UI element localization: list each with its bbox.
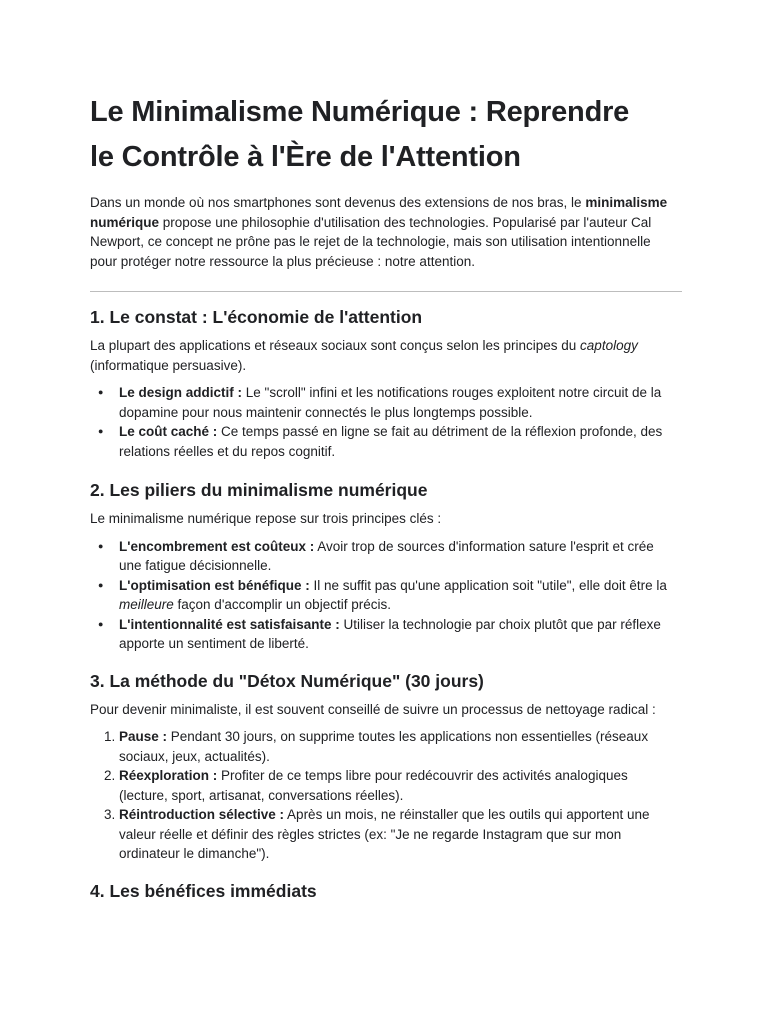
section-2-list	[90, 537, 678, 654]
section-3-list	[90, 727, 678, 864]
section-3-heading: 3. La méthode du "Détox Numérique" (30 jours)	[90, 670, 484, 691]
list-item: 1. Pause : Pendant 30 jours, on supprime toutes les applications non essentielles (réseaux sociaux, jeux, actualités).	[119, 727, 678, 766]
title-line-1: Le Minimalisme Numérique : Reprendre	[90, 96, 630, 128]
section-4-heading: 4. Les bénéfices immédiats	[90, 880, 317, 901]
list-item: ● L'optimisation est bénéfique : Il ne suffit pas qu'une application soit "utile", elle doit être la meilleure façon d'accomplir un objectif précis.	[119, 576, 678, 615]
list-item: ● L'encombrement est coûteux : Avoir trop de sources d'information sature l'esprit et crée une fatigue décisionnelle.	[119, 537, 678, 576]
intro-paragraph: Dans un monde où nos smartphones sont devenus des extensions de nos bras, le minimalisme numérique propose une philosophie d'utilisation des technologies. Popularisé par l'auteur Cal Newport, ce concept ne prône pas le rejet de la technologie, mais son utilisation intentionnelle pour protéger notre ressource la plus précieuse : notre attention.	[90, 195, 668, 269]
section-2-lead: Le minimalisme numérique repose sur trois principes clés :	[90, 511, 442, 526]
title-line-2: le Contrôle à l'Ère de l'Attention	[90, 141, 521, 173]
list-item: 3. Réintroduction sélective : Après un mois, ne réinstaller que les outils qui apportent une valeur réelle et définir des règles strictes (ex: "Je ne regarde Instagram que sur mon ordinateur le dimanche").	[119, 805, 678, 864]
section-3-lead: Pour devenir minimaliste, il est souvent conseillé de suivre un processus de nettoyage radical :	[90, 701, 656, 717]
section-1-list	[90, 383, 678, 461]
list-item: 2. Réexploration : Profiter de ce temps libre pour redécouvrir des activités analogiques (lecture, sport, artisanat, conversations réelles).	[119, 766, 678, 805]
list-item: ● Le coût caché : Ce temps passé en ligne se fait au détriment de la réflexion profonde, des relations réelles et du repos cognitif.	[119, 422, 678, 461]
list-item: ● L'intentionnalité est satisfaisante : Utiliser la technologie par choix plutôt que par réflexe apporte un sentiment de liberté.	[119, 615, 678, 654]
intro-bold-term: minimalisme numérique	[90, 195, 668, 230]
section-1-lead: La plupart des applications et réseaux sociaux sont conçus selon les principes du captology (informatique persuasive).	[90, 338, 638, 373]
list-item: ● Le design addictif : Le "scroll" infini et les notifications rouges exploitent notre circuit de la dopamine pour nous maintenir connectés le plus longtemps possible.	[119, 383, 678, 422]
section-2-heading: 2. Les piliers du minimalisme numérique	[90, 480, 428, 500]
section-1-heading: 1. Le constat : L'économie de l'attention	[90, 307, 423, 327]
document-title	[90, 90, 678, 180]
section-divider	[90, 291, 682, 292]
